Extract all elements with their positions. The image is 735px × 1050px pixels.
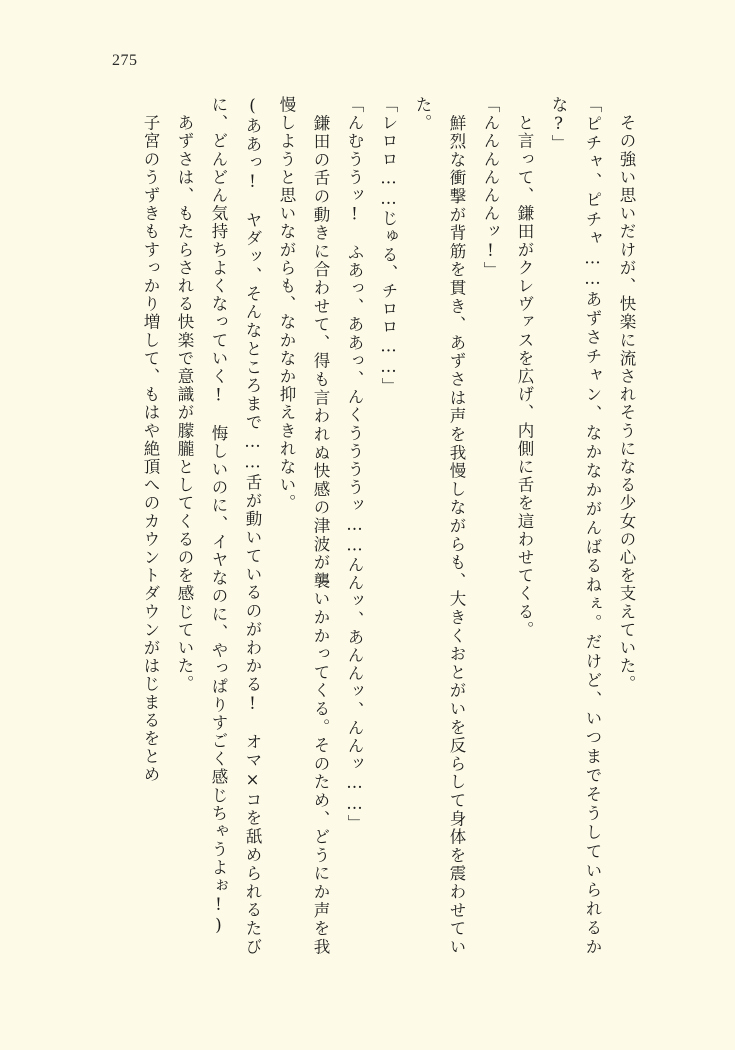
paragraph: 「ピチャ、ピチャ……あずさチャン、なかなかがんばるねぇ。だけど、いつまでそうしていられるかな?」 bbox=[549, 96, 602, 956]
paragraph: と言って、鎌田がクレヴァスを広げ、内側に舌を這わせてくる。 bbox=[515, 96, 534, 639]
paragraph: (ああっ! ヤダッ、そんなところまで……舌が動いているのがわかる! オマ×コを舐められるたびに、どんどん気持ちよくなっていく! 悔しいのに、イヤなのに、やっぱりすごく感じちゃうよぉ!) bbox=[209, 96, 262, 956]
page-number: 275 bbox=[112, 52, 138, 69]
paragraph: 「レロロ……じゅる、チロロ……」 bbox=[379, 96, 398, 396]
paragraph: 鮮烈な衝撃が背筋を貫き、あずさは声を我慢しながらも、大きくおとがいを反らして身体を震わせていた。 bbox=[413, 96, 466, 956]
paragraph: 鎌田の舌の動きに合わせて、得も言われぬ快感の津波が襲いかかってくる。そのため、どうにか声を我慢しようと思いながらも、なかなか抑えきれない。 bbox=[277, 96, 330, 956]
paragraph: 「んむううッ! ふあっ、ああっ、んくううううッ……んんッ、あんんッ、んんッ……」 bbox=[345, 96, 364, 833]
paragraph: その強い思いだけが、快楽に流されそうになる少女の心を支えていた。 bbox=[617, 96, 636, 694]
paragraph: 子宮のうずきもすっかり増して、もはや絶頂へのカウントダウンがはじまるをとめ bbox=[141, 96, 160, 784]
page-text-body bbox=[83, 96, 643, 956]
paragraph: あずさは、もたらされる快楽で意識が朦朧としてくるのを感じていた。 bbox=[175, 96, 194, 694]
paragraph: 「んんんんんんッ!」 bbox=[481, 96, 500, 280]
